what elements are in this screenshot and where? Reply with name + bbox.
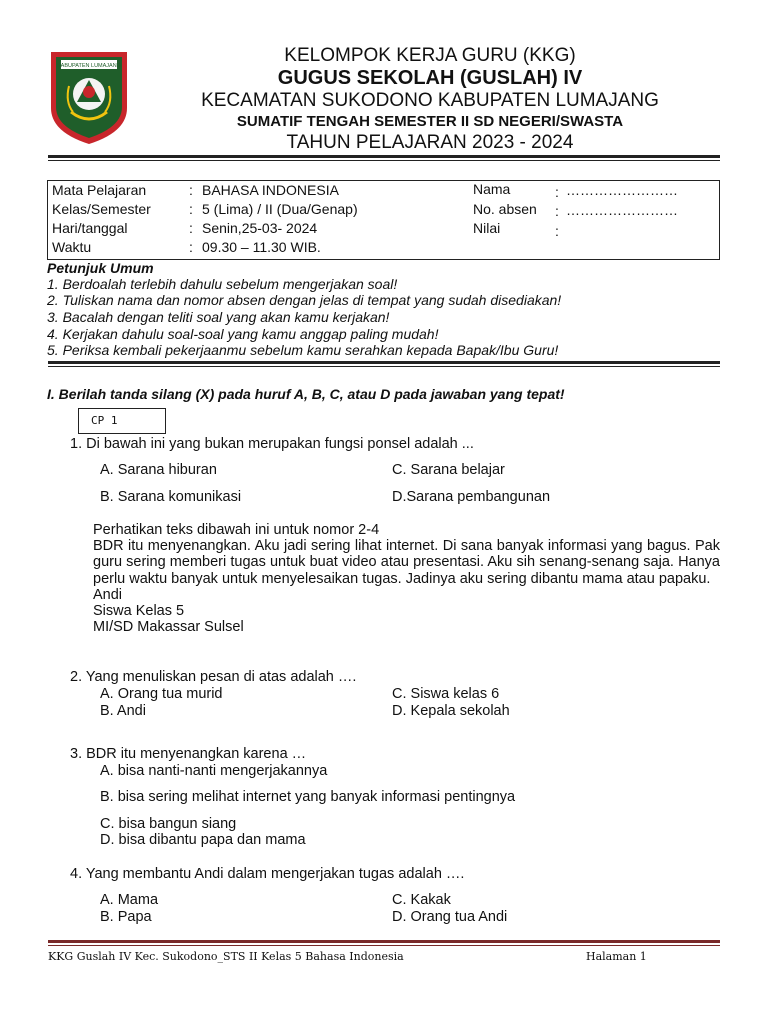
footer-divider-thick [48,940,720,943]
info-label-class: Kelas/Semester [52,201,151,217]
section-title: I. Berilah tanda silang (X) pada huruf A, B, C, atau D pada jawaban yang tepat! [47,386,565,402]
info-colon: : [189,201,193,217]
info-value-subject: BAHASA INDONESIA [202,182,339,198]
q3-option-d[interactable]: D. bisa dibantu papa dan mama [100,832,306,848]
q4-option-b[interactable]: B. Papa [100,909,152,925]
q1-option-d[interactable]: D.Sarana pembangunan [392,489,551,505]
passage-body: BDR itu menyenangkan. Aku jadi sering lihat internet. Di sana banyak informasi yang bagus. Pak guru sering memberi tugas untuk buat video atau presentasi. Aku sih senang-senang saja. Hanya perlu waktu banyak untuk menyelesaikan tugas. Jadinya aku sering dibantu mama atau papaku. [93,538,720,587]
passage-signature-name: Andi [93,586,123,603]
footer-page-number: Halaman 1 [586,950,647,963]
header-line-3: KECAMATAN SUKODONO KABUPATEN LUMAJANG [201,90,659,111]
passage-signature-class: Siswa Kelas 5 [93,603,185,620]
regency-logo [47,46,131,146]
instruction-item: 3. Bacalah dengan teliti soal yang akan kamu kerjakan! [47,309,390,325]
instruction-item: 5. Periksa kembali pekerjaanmu sebelum kamu serahkan kepada Bapak/Ibu Guru! [47,342,559,358]
q2-option-b[interactable]: B. Andi [100,703,146,719]
q1-option-b[interactable]: B. Sarana komunikasi [100,489,242,505]
footer-left-text: KKG Guslah IV Kec. Sukodono_STS II Kelas 5 Bahasa Indonesia [48,950,404,963]
q2-option-c[interactable]: C. Siswa kelas 6 [392,686,500,702]
logo-lettering: KABUPATEN LUMAJANG [57,63,121,69]
info-label-date: Hari/tanggal [52,220,128,236]
cp-label-box: CP 1 [78,408,166,434]
question-3: 3. BDR itu menyenangkan karena … [70,746,307,762]
info-colon: : [189,239,193,255]
info-label-name: Nama [473,181,511,197]
reading-passage [93,522,720,635]
info-colon: : [189,220,193,236]
passage-intro: Perhatikan teks dibawah ini untuk nomor 2-4 [93,522,380,538]
info-colon: : [555,203,559,219]
header-divider-thin [48,160,720,161]
question-1: 1. Di bawah ini yang bukan merupakan fungsi ponsel adalah ... [70,436,474,452]
q3-option-b[interactable]: B. bisa sering melihat internet yang banyak informasi pentingnya [100,789,516,805]
question-4: 4. Yang membantu Andi dalam mengerjakan tugas adalah …. [70,866,465,882]
header-divider-thick [48,155,720,158]
header-line-5: TAHUN PELAJARAN 2023 - 2024 [286,132,574,153]
info-colon: : [189,182,193,198]
q3-option-c[interactable]: C. bisa bangun siang [100,816,237,832]
passage-signature-school: MI/SD Makassar Sulsel [93,619,244,636]
q2-option-d[interactable]: D. Kepala sekolah [392,703,510,719]
instructions-divider-thin [48,366,720,367]
instruction-item: 1. Berdoalah terlebih dahulu sebelum mengerjakan soal! [47,276,398,292]
q3-option-a[interactable]: A. bisa nanti-nanti mengerjakannya [100,763,328,779]
q4-option-a[interactable]: A. Mama [100,892,159,908]
info-label-score: Nilai [473,220,501,236]
instructions-title: Petunjuk Umum [47,260,154,276]
q1-option-a[interactable]: A. Sarana hiburan [100,462,217,478]
q1-option-c[interactable]: C. Sarana belajar [392,462,505,478]
info-value-name[interactable]: …………………… [566,182,678,198]
header-line-4: SUMATIF TENGAH SEMESTER II SD NEGERI/SWASTA [236,113,624,130]
info-label-absen: No. absen [473,201,537,217]
info-colon: : [555,223,559,239]
info-label-subject: Mata Pelajaran [52,182,147,198]
instruction-item: 4. Kerjakan dahulu soal-soal yang kamu anggap paling mudah! [47,326,439,342]
q2-option-a[interactable]: A. Orang tua murid [100,686,223,702]
footer-divider-thin [48,945,720,946]
info-value-absen[interactable]: …………………… [566,202,678,218]
header-line-1: KELOMPOK KERJA GURU (KKG) [284,45,576,66]
info-value-time: 09.30 – 11.30 WIB. [202,239,321,255]
info-value-class: 5 (Lima) / II (Dua/Genap) [202,201,358,217]
q4-option-d[interactable]: D. Orang tua Andi [392,909,508,925]
info-label-time: Waktu [52,239,92,255]
instruction-item: 2. Tuliskan nama dan nomor absen dengan jelas di tempat yang sudah disediakan! [47,292,562,308]
info-value-date: Senin,25-03- 2024 [202,220,318,236]
header-line-2: GUGUS SEKOLAH (GUSLAH) IV [277,67,583,89]
question-2: 2. Yang menuliskan pesan di atas adalah …. [70,669,357,685]
q4-option-c[interactable]: C. Kakak [392,892,451,908]
instructions-divider-thick [48,361,720,364]
info-colon: : [555,184,559,200]
